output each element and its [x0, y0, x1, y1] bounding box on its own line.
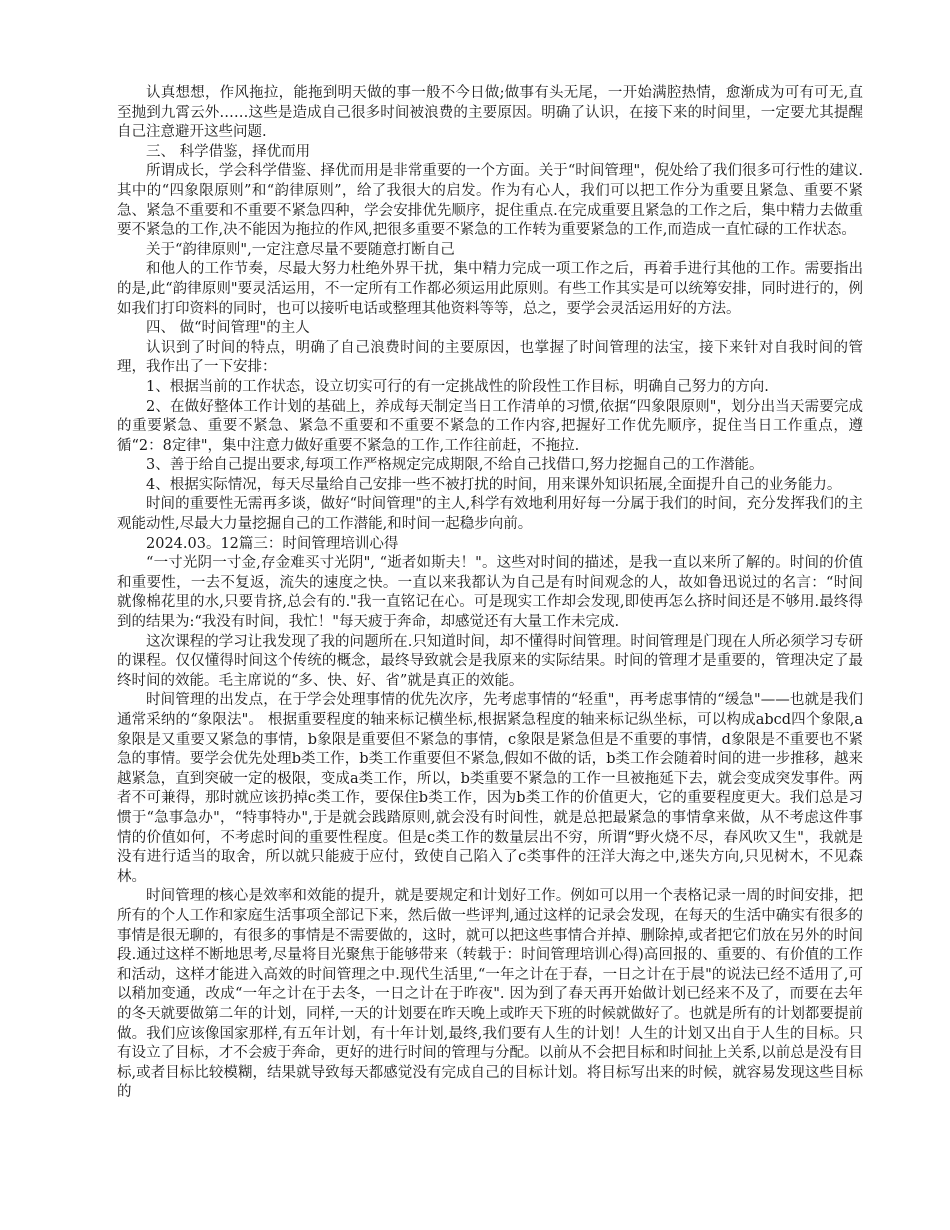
section-heading-4: 四、 做“时间管理"的主人 — [146, 320, 310, 337]
paragraph-rhythm-rule: 关于“韵律原则",一定注意尽量不要随意打断自己 — [146, 241, 455, 258]
paragraph-efficiency-planning: 时间管理的核心是效率和效能的提升，就是要规定和计划好工作。例如可以用一个表格记录一周的时间安排，把所有的个人工作和家庭生活事项全部记下来，然后做一些评判,通过这样的记录会发现，在每天的生活中确实有很多的事情是很无聊的，有很多的事情是不需要做的，这时，就可以把这些事情合并掉、删除掉,或者把它们放在另外的时间段.通过这样不断地思考,尽量将目光聚焦于能够带来（转载于：时间管理培训心得)高回报的、重要的、有价值的工作和活动，这样才能进入高效的时间管理之中.现代生活里,“一年之计在于春，一日之计在于晨"的说法已经不适用了,可以稍加变通，改成“一年之计在于去冬，一日之计在于昨夜". 因为到了春天再开始做计划已经来不及了，而要在去年的冬天就要做第二年的计划，同样,一天的计划要在昨天晚上或昨天下班的时候就做好了。也就是所有的计划都要提前做。我们应该像国家那样,有五年计划，有十年计划,最终,我们要有人生的计划！人生的计划又出自于人生的目标。只有设立了目标，才不会疲于奔命，更好的进行时间的管理与分配。以前从不会把目标和时间扯上关系,以前总是没有目标,或者目标比较模糊，结果就导致每天都感觉没有完成自己的目标计划。将目标写出来的时候，就容易发现这些目标的 — [117, 888, 863, 1101]
paragraph-arrangement-intro: 认识到了时间的特点，明确了自己浪费时间的主要原因，也掌握了时间管理的法宝，接下来针对自我时间的管理，我作出了一下安排： — [117, 339, 863, 376]
article-title-3: 2024.03。12篇三：时间管理培训心得 — [146, 535, 399, 552]
paragraph-conclusion: 时间的重要性无需再多谈，做好“时间管理"的主人,科学有效地利用好每一分属于我们的时间，充分发挥我们的主观能动性,尽最大力量挖掘自己的工作潜能,和时间一起稳步向前。 — [117, 496, 863, 533]
document-page — [117, 84, 863, 1103]
list-item-1: 1、根据当前的工作状态，设立切实可行的有一定挑战性的阶段性工作目标，明确自己努力的方向. — [146, 378, 769, 395]
paragraph-quadrant-rule: 所谓成长，学会科学借鉴、择优而用是非常重要的一个方面。关于“时间管理"，倪处给了我们很多可行性的建议.其中的“四象限原则”和“韵律原则”，给了我很大的启发。作为有心人，我们可以把工作分为重要且紧急、重要不紧急、紧急不重要和不重要不紧急四种，学会安排优先顺序，捉住重点.在完成重要且紧急的工作之后，集中精力去做重要不紧急的工作,决不能因为拖拉的作风,把很多重要不紧急的工作转为重要紧急的工作,而造成一直忙碌的工作状态。 — [117, 163, 863, 239]
list-item-4: 4、根据实际情况，每天尽量给自己安排一些不被打扰的时间，用来课外知识拓展,全面提升自己的业务能力。 — [146, 476, 842, 493]
paragraph-work-rhythm: 和他人的工作节奏，尽最大努力杜绝外界干扰，集中精力完成一项工作之后，再着手进行其他的工作。需要指出的是,此“韵律原则"要灵活运用，不一定所有工作都必须运用此原则。有些工作其实是可以统筹安排，同时进行的，例如我们打印资料的同时，也可以接听电话或整理其他资料等等，总之，要学会灵活运用好的方法。 — [117, 261, 863, 317]
paragraph-time-value: “一寸光阴一寸金,存金难买寸光阴", “逝者如斯夫！"。这些对时间的描述，是我一直以来所了解的。时间的价值和重要性，一去不复返，流失的速度之快。一直以来我都认为自己是有时间观念的人，故如鲁迅说过的名言：“时间就像棉花里的水,只要肯挤,总会有的."我一直铭记在心。可是现实工作却会发现,即使再怎么挤时间还是不够用.最终得到的结果为:“我没有时间，我忙！"每天疲于奔命，却感觉还有大量工作未完成. — [117, 555, 863, 631]
list-item-2: 2、在做好整体工作计划的基础上，养成每天制定当日工作清单的习惯,依据“四象限原则"，划分出当天需要完成的重要紧急、重要不紧急、紧急不重要和不重要不紧急的工作内容,把握好工作优先顺序，捉住当日工作重点，遵循“2：8定律"，集中注意力做好重要不紧急的工作,工作往前赶，不拖拉. — [117, 398, 863, 454]
paragraph-procrastination: 认真想想，作风拖拉，能拖到明天做的事一般不今日做;做事有头无尾，一开始满腔热情，愈渐成为可有可无,直至抛到九霄云外……这些是造成自己很多时间被浪费的主要原因。明确了认识，在接下来的时间里，一定要尤其提醒自己注意避开这些问题. — [117, 85, 863, 141]
section-heading-3: 三、 科学借鉴，择优而用 — [146, 143, 311, 160]
paragraph-priority-quadrants: 时间管理的出发点，在于学会处理事情的优先次序，先考虑事情的“轻重"，再考虑事情的“缓急"——也就是我们通常采纳的“象限法"。 根据重要程度的轴来标记横坐标,根据紧急程度的轴来标记纵坐标，可以构成abcd四个象限,a象限是又重要又紧急的事情，b象限是重要但不紧急的事情，c象限是紧急但是不重要的事情，d象限是不重要也不紧急的事情。要学会优先处理b类工作，b类工作重要但不紧急,假如不做的话，b类工作会随着时间的进一步推移，越来越紧急，直到突破一定的极限，变成a类工作，所以，b类重要不紧急的工作一旦被拖延下去，就会变成突发事件。两者不可兼得，那时就应该扔掉c类工作，要保住b类工作，因为b类工作的价值更大，它的重要程度更大。我们总是习惯于“急事急办"，“特事特办",于是就会践踏原则,就会没有时间性，就是总把最紧急的事情拿来做，从不考虑这件事情的价值如何，不考虑时间的重要性程度。但是c类工作的数量层出不穷，所谓“野火烧不尽，春风吹又生"，我就是没有进行适当的取舍，所以就只能疲于应付，致使自己陷入了c类事件的汪洋大海之中,迷失方向,只见树木，不见森林。 — [117, 692, 863, 885]
list-item-3: 3、善于给自己提出要求,每项工作严格规定完成期限,不给自己找借口,努力挖掘自己的工作潜能。 — [146, 457, 764, 474]
paragraph-course-lesson: 这次课程的学习让我发现了我的问题所在.只知道时间，却不懂得时间管理。时间管理是门现在人所必须学习专研的课程。仅仅懂得时间这个传统的概念，最终导致就会是我原来的实际结果。时间的管理才是重要的，管理决定了最终时间的效能。毛主席说的“多、快、好、省”就是真正的效能。 — [117, 633, 863, 689]
